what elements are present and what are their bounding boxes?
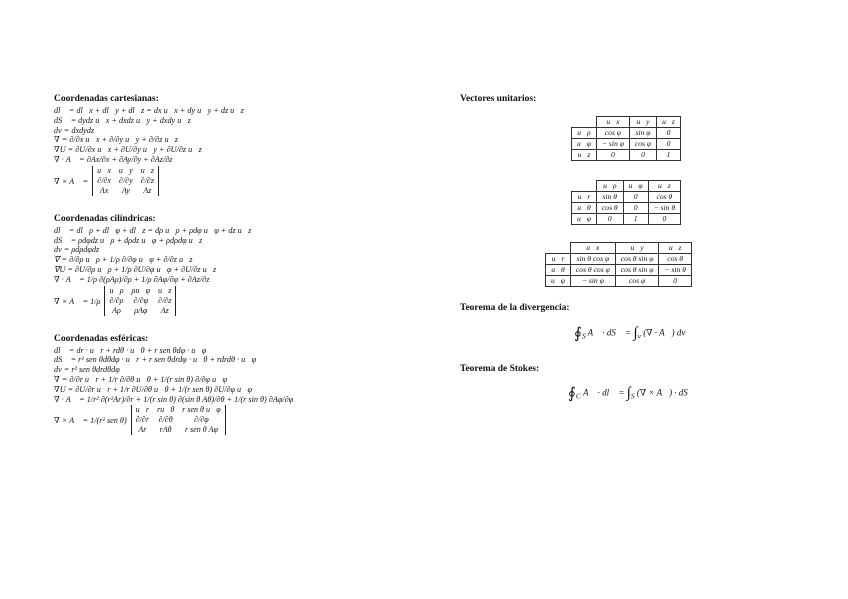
table-cell: u⃗x xyxy=(596,117,629,128)
curl-label: ∇ × A⃗ = xyxy=(54,176,89,186)
table-row xyxy=(572,192,681,203)
det-cell: ∂/∂y xyxy=(118,175,133,185)
table-cell: 0 xyxy=(648,214,681,225)
det-cell: u⃗z xyxy=(158,285,172,295)
det-cell: ∂/∂ρ xyxy=(109,295,124,305)
left-column xyxy=(54,94,414,453)
stokes-formula xyxy=(568,384,695,403)
curl-determinant xyxy=(92,166,159,196)
curl-label: ∇ × A⃗ = 1/ρ xyxy=(54,296,101,306)
det-cell: ∂/∂r xyxy=(135,415,149,425)
spherical-line: dS⃗ = r² sen θdθdφ · u⃗r + r sen θdrdφ · u⃗θ + rdrdθ · u⃗φ xyxy=(54,355,257,365)
line-integral-symbol: ∮ xyxy=(568,386,576,402)
cartesian-curl xyxy=(54,166,414,196)
cylindrical-line: ∇ · A⃗ = 1/ρ ∂(ρAρ)/∂ρ + 1/ρ ∂Aφ/∂φ + ∂Az/∂z xyxy=(54,274,210,284)
table-row xyxy=(546,254,692,265)
table-cell: u⃗y xyxy=(629,117,656,128)
table-cell: − sin φ xyxy=(570,276,615,287)
formula-lhs: A⃗ · dl⃗ = xyxy=(582,387,625,398)
det-cell: Ax xyxy=(99,185,109,195)
surface-integral-symbol: ∫ xyxy=(626,385,631,401)
det-cell: rAθ xyxy=(159,425,172,435)
det-cell: ∂/∂z xyxy=(140,175,154,185)
cartesian-line: ∇ = ∂/∂x u⃗x + ∂/∂y u⃗y + ∂/∂z u⃗z xyxy=(54,135,179,145)
det-cell: u⃗r xyxy=(135,405,150,415)
cylindrical-line: dS⃗ = ρdφdz u⃗ρ + dρdz u⃗φ + ρdρdφ u⃗z xyxy=(54,235,203,245)
table-cell: u⃗r xyxy=(546,254,571,265)
cartesian-line: ∇U = ∂U/∂x u⃗x + ∂U/∂y u⃗y + ∂U/∂z u⃗z xyxy=(54,145,202,155)
table-cell: u⃗φ xyxy=(572,139,597,150)
table-row xyxy=(572,117,681,128)
det-cell: ∂/∂φ xyxy=(133,295,149,305)
det-cell: u⃗z xyxy=(140,165,155,175)
formula-lhs: A⃗ · dS⃗ = xyxy=(587,327,632,338)
cylindrical-line: dl⃗ = dl⃗ρ + dl⃗φ + dl⃗z = dρ u⃗ρ + ρdφ u⃗φ + dz u⃗z xyxy=(54,225,252,235)
det-cell: u⃗x xyxy=(97,165,111,175)
table-cell: − sin θ xyxy=(648,203,681,214)
table-cell: 0 xyxy=(623,192,648,203)
table-cell: cos θ xyxy=(659,254,692,265)
table-cell: u⃗φ xyxy=(546,276,571,287)
cylindrical-title: Coordenadas cilíndricas: xyxy=(54,213,156,224)
table-cell: 1 xyxy=(657,150,681,161)
table-cell: u⃗z xyxy=(659,243,692,254)
table-cell: cos θ cos φ xyxy=(570,265,615,276)
spherical-line: ∇ = ∂/∂r u⃗r + 1/r ∂/∂θ u⃗θ + 1/(r sin θ) ∂/∂φ u⃗φ xyxy=(54,374,228,384)
cylindrical-line: ∇ = ∂/∂ρ u⃗ρ + 1/ρ ∂/∂φ u⃗φ + ∂/∂z u⃗z xyxy=(54,255,193,265)
det-cell: Ar xyxy=(138,425,147,435)
unit-vectors-table-1 xyxy=(571,116,681,161)
spherical-line: dl⃗ = dr · u⃗r + rdθ · u⃗θ + r sen θdφ · u⃗φ xyxy=(54,345,207,355)
table-cell: u⃗z xyxy=(572,150,597,161)
table-row xyxy=(546,276,692,287)
curl-determinant xyxy=(131,405,226,435)
table-cell xyxy=(546,243,571,254)
integral-subscript: C xyxy=(575,391,581,401)
curl-determinant xyxy=(104,286,176,316)
table-cell: cos φ xyxy=(615,276,659,287)
det-cell: u⃗ρ xyxy=(109,285,124,295)
det-cell: ρAφ xyxy=(134,305,148,315)
cylindrical-section xyxy=(54,214,414,316)
table-cell: sin θ cos φ xyxy=(570,254,615,265)
curl-label: ∇ × A⃗ = 1/(r² sen θ) xyxy=(54,416,127,426)
table-cell: 0 xyxy=(657,139,681,150)
table-cell: 0 xyxy=(659,276,692,287)
det-cell: u⃗y xyxy=(118,165,133,175)
table-cell: cos φ xyxy=(596,128,629,139)
table-cell: cos θ sin φ xyxy=(615,254,659,265)
det-cell: ∂/∂z xyxy=(158,295,172,305)
table-cell: cos φ xyxy=(629,139,656,150)
integral-subscript: S xyxy=(630,391,635,401)
table-cell: u⃗z xyxy=(657,117,681,128)
volume-integral-symbol: ∫ xyxy=(633,325,638,341)
integral-subscript: S xyxy=(581,331,586,341)
cartesian-line: dS⃗ = dydz u⃗x + dxdz u⃗y + dxdy u⃗z xyxy=(54,115,191,125)
det-cell: Aρ xyxy=(112,305,121,315)
cartesian-section xyxy=(54,94,414,196)
table-row xyxy=(572,128,681,139)
spherical-line: ∇ · A⃗ = 1/r² ∂(r²Ar)/∂r + 1/(r sin θ) ∂(sin θ Aθ)/∂θ + 1/(r sin θ) ∂Aφ/∂φ xyxy=(54,394,294,404)
table-cell: u⃗ρ xyxy=(596,181,623,192)
table-cell: 0 xyxy=(596,214,623,225)
table-cell: u⃗y xyxy=(615,243,659,254)
det-cell: Az xyxy=(143,185,152,195)
formula-rhs: (∇ · A⃗) dv xyxy=(643,327,686,338)
table-row xyxy=(572,150,681,161)
surface-integral-symbol: ∮ xyxy=(574,326,582,342)
det-cell: Az xyxy=(160,305,169,315)
table-cell: u⃗φ xyxy=(623,181,648,192)
det-cell: r sen θ u⃗φ xyxy=(182,405,221,415)
cylindrical-curl xyxy=(54,286,414,316)
table-cell: sin θ xyxy=(596,192,623,203)
cylindrical-line: dv = ρdρdφdz xyxy=(54,245,100,255)
table-cell: 0 xyxy=(623,203,648,214)
det-cell: r sen θ Aφ xyxy=(184,425,218,435)
table-cell: 0 xyxy=(657,128,681,139)
table-cell: u⃗φ xyxy=(572,214,597,225)
divergence-formula xyxy=(574,324,685,343)
spherical-line: dv = r² sen θdrdθdφ xyxy=(54,365,120,375)
table-row xyxy=(572,139,681,150)
table-cell: u⃗z xyxy=(648,181,681,192)
table-cell: cos θ sin φ xyxy=(615,265,659,276)
det-cell: ∂/∂x xyxy=(97,175,111,185)
cartesian-line: ∇ · A⃗ = ∂Ax/∂x + ∂Ay/∂y + ∂Az/∂z xyxy=(54,154,173,164)
table-cell xyxy=(572,181,597,192)
formula-rhs: (∇ × A⃗) · dS⃗ xyxy=(636,387,695,398)
unit-vectors-table-3 xyxy=(545,242,692,287)
table-cell: 0 xyxy=(596,150,629,161)
cylindrical-line: ∇U = ∂U/∂ρ u⃗ρ + 1/ρ ∂U/∂φ u⃗φ + ∂U/∂z u⃗z xyxy=(54,264,217,274)
table-cell: − sin φ xyxy=(596,139,629,150)
divergence-title: Teorema de la divergencia: xyxy=(460,303,570,313)
unit-vectors-title: Vectores unitarios: xyxy=(460,94,537,104)
det-cell: ∂/∂φ xyxy=(194,415,209,425)
table-row xyxy=(572,214,681,225)
table-cell: cos θ xyxy=(648,192,681,203)
table-row xyxy=(572,181,681,192)
table-cell: sin φ xyxy=(629,128,656,139)
spherical-title: Coordenadas esféricas: xyxy=(54,333,149,344)
cartesian-line: dv = dxdydz xyxy=(54,125,95,135)
table-cell: u⃗θ xyxy=(546,265,571,276)
table-cell: u⃗r xyxy=(572,192,597,203)
det-cell: ρu⃗φ xyxy=(131,285,151,295)
table-cell: u⃗x xyxy=(570,243,615,254)
integral-subscript: v xyxy=(637,331,641,341)
table-cell: 1 xyxy=(623,214,648,225)
table-cell xyxy=(572,117,597,128)
table-cell: cos θ xyxy=(596,203,623,214)
stokes-title: Teorema de Stokes: xyxy=(460,364,540,374)
spherical-curl xyxy=(54,405,414,435)
cartesian-title: Coordenadas cartesianas: xyxy=(54,94,159,104)
table-row xyxy=(572,203,681,214)
det-cell: ∂/∂θ xyxy=(158,415,173,425)
spherical-section xyxy=(54,334,414,436)
table-cell: 0 xyxy=(629,150,656,161)
table-cell: u⃗θ xyxy=(572,203,597,214)
table-row xyxy=(546,243,692,254)
table-cell: − sin θ xyxy=(659,265,692,276)
unit-vectors-table-2 xyxy=(571,180,681,225)
cartesian-line: dl⃗ = dl⃗x + dl⃗y + dl⃗z = dx u⃗x + dy u⃗y + dz u⃗z xyxy=(54,106,244,115)
det-cell: Ay xyxy=(121,185,130,195)
det-cell: ru⃗θ xyxy=(157,405,175,415)
table-row xyxy=(546,265,692,276)
table-cell: u⃗ρ xyxy=(572,128,597,139)
spherical-line: ∇U = ∂U/∂r u⃗r + 1/r ∂U/∂θ u⃗θ + 1/(r sen θ) ∂U/∂φ u⃗φ xyxy=(54,384,253,394)
